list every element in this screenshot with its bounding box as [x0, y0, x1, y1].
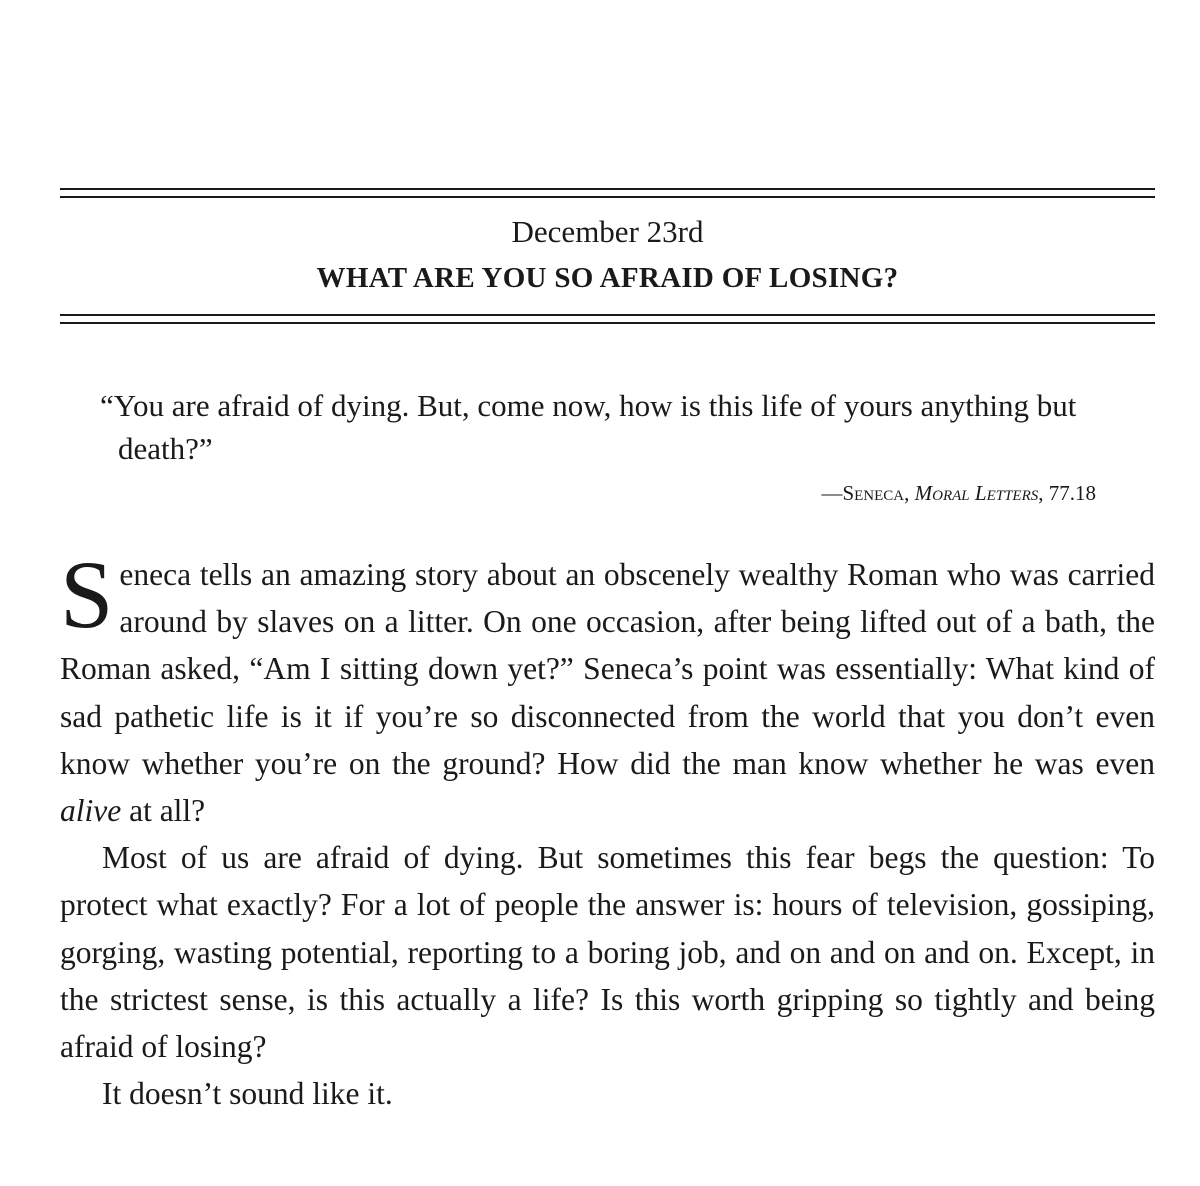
attribution-dash: —	[821, 481, 843, 505]
attribution-separator: ,	[904, 481, 915, 505]
body-paragraph-1-text-b: at all?	[121, 793, 206, 829]
epigraph-quote: “You are afraid of dying. But, come now, how is this life of yours anything but death?”	[100, 388, 1077, 466]
attribution-reference: , 77.18	[1038, 481, 1096, 505]
attribution-author: Seneca	[842, 481, 905, 505]
entry-body	[60, 541, 1155, 1117]
attribution-work: Moral Letters	[914, 481, 1039, 505]
top-rule-lower	[60, 196, 1155, 198]
top-rule-upper	[60, 188, 1155, 190]
body-paragraph-3: It doesn’t sound like it.	[102, 1076, 393, 1112]
body-paragraph-2: Most of us are afraid of dying. But sometimes this fear begs the question: To protect what exactly? For a lot of people the answer is: hours of television, gossiping, gorging, wasting potential, reporting to a boring job, and on and on and on. Except, in the strictest sense, is this actually a life? Is this worth gripping so tightly and being afraid of losing?	[60, 840, 1155, 1065]
drop-cap: S	[60, 541, 114, 648]
bottom-rule-upper	[60, 314, 1155, 316]
entry-title: WHAT ARE YOU SO AFRAID OF LOSING?	[316, 262, 899, 294]
body-paragraph-1-emphasis: alive	[60, 793, 122, 829]
epigraph-attribution	[821, 478, 1096, 508]
body-paragraph-1-text-a: eneca tells an amazing story about an obscenely wealthy Roman who was carried around by slaves on a litter. On one occasion, after being lifted out of a bath, the Roman asked, “Am I sitting down yet?” Seneca’s point was essentially: What kind of sad pathetic life is it if you’re so disconnected from the world that you don’t even know whether you’re on the ground? How did the man know whether he was even	[60, 557, 1155, 781]
bottom-rule-lower	[60, 322, 1155, 324]
body-paragraph-1	[60, 541, 1155, 834]
entry-date: December 23rd	[511, 214, 704, 249]
